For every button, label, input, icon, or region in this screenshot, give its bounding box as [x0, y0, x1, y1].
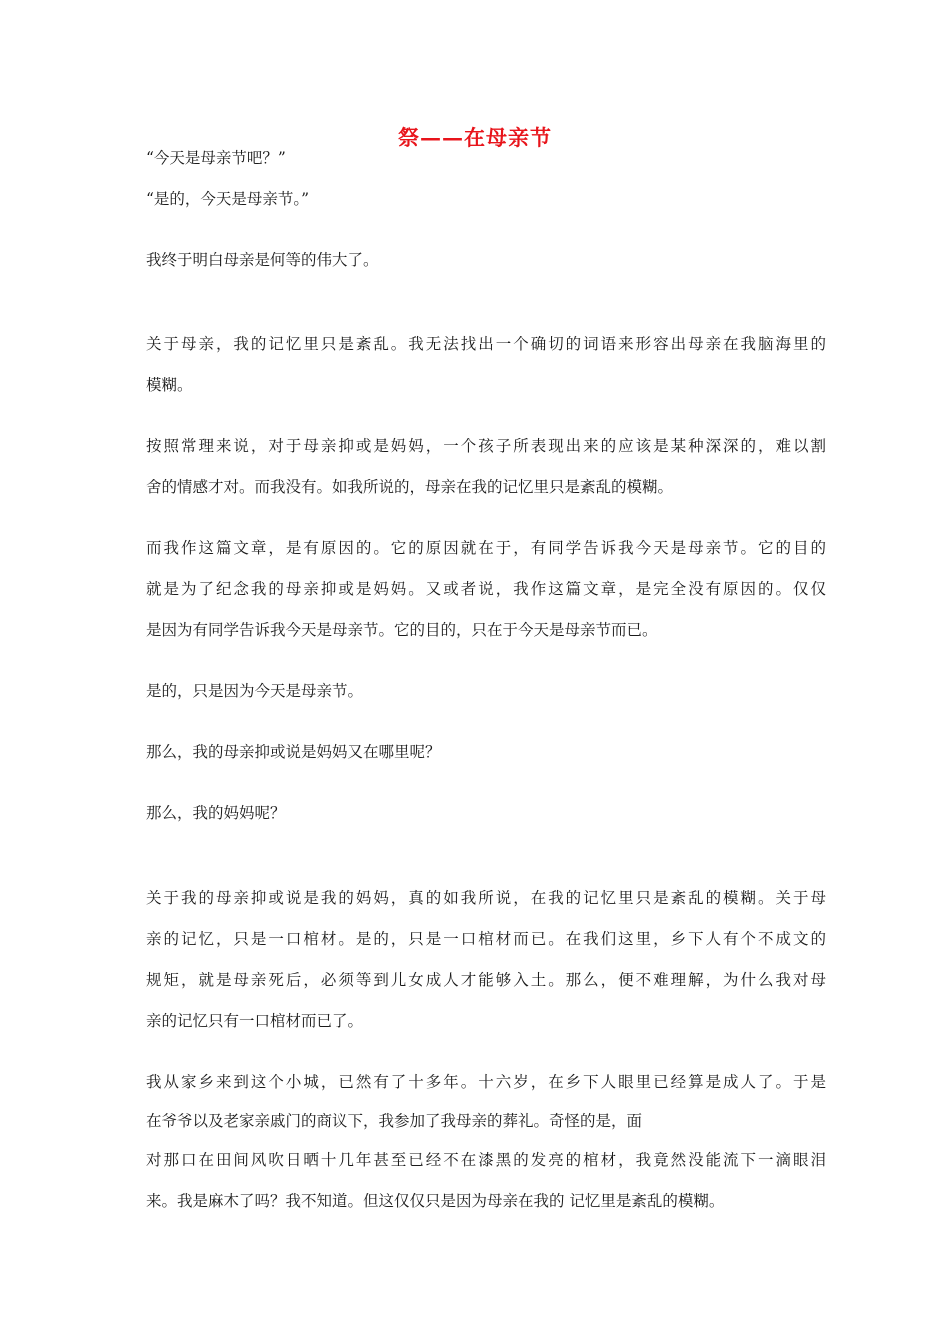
paragraph-line: 按照常理来说，对于母亲抑或是妈妈，一个孩子所表现出来的应该是某种深深的，难以割 — [146, 437, 826, 455]
paragraph-line: 就是为了纪念我的母亲抑或是妈妈。又或者说，我作这篇文章，是完全没有原因的。仅仅 — [146, 580, 826, 598]
paragraph-line: 那么，我的母亲抑或说是妈妈又在哪里呢？ — [146, 743, 441, 761]
paragraph-line: 模糊。 — [146, 376, 193, 394]
paragraph-line: 规矩，就是母亲死后，必须等到儿女成人才能够入土。那么，便不难理解，为什么我对母 — [146, 971, 826, 989]
paragraph-line: 我终于明白母亲是何等的伟大了。 — [146, 251, 379, 269]
document-title: 祭——在母亲节 — [398, 125, 552, 150]
paragraph-line: 是因为有同学告诉我今天是母亲节。它的目的，只在于今天是母亲节而已。 — [146, 621, 658, 639]
paragraph-line: 关于我的母亲抑或说是我的妈妈，真的如我所说，在我的记忆里只是紊乱的模糊。关于母 — [146, 889, 826, 907]
paragraph-line: 舍的情感才对。而我没有。如我所说的，母亲在我的记忆里只是紊乱的模糊。 — [146, 478, 674, 496]
paragraph-line: 来。我是麻木了吗？我不知道。但这仅仅只是因为母亲在我的 记忆里是紊乱的模糊。 — [146, 1192, 725, 1210]
dialogue-line: “今天是母亲节吧？” — [146, 149, 286, 167]
paragraph-line: 我从家乡来到这个小城，已然有了十多年。十六岁，在乡下人眼里已经算是成人了。于是 — [146, 1073, 826, 1091]
paragraph-line: 而我作这篇文章，是有原因的。它的原因就在于，有同学告诉我今天是母亲节。它的目的 — [146, 539, 826, 557]
paragraph-line: 那么，我的妈妈呢？ — [146, 804, 286, 822]
paragraph-line: 亲的记忆只有一口棺材而已了。 — [146, 1012, 364, 1030]
dialogue-line: “是的，今天是母亲节。” — [146, 190, 310, 208]
paragraph-line: 对那口在田间风吹日晒十几年甚至已经不在漆黑的发亮的棺材，我竟然没能流下一滴眼泪 — [146, 1151, 826, 1169]
paragraph-line: 是的，只是因为今天是母亲节。 — [146, 682, 364, 700]
paragraph-line: 亲的记忆，只是一口棺材。是的，只是一口棺材而已。在我们这里，乡下人有个不成文的 — [146, 930, 826, 948]
paragraph-line: 在爷爷以及老家亲戚门的商议下，我参加了我母亲的葬礼。奇怪的是，面 — [146, 1112, 643, 1130]
paragraph-line: 关于母亲，我的记忆里只是紊乱。我无法找出一个确切的词语来形容出母亲在我脑海里的 — [146, 335, 826, 353]
